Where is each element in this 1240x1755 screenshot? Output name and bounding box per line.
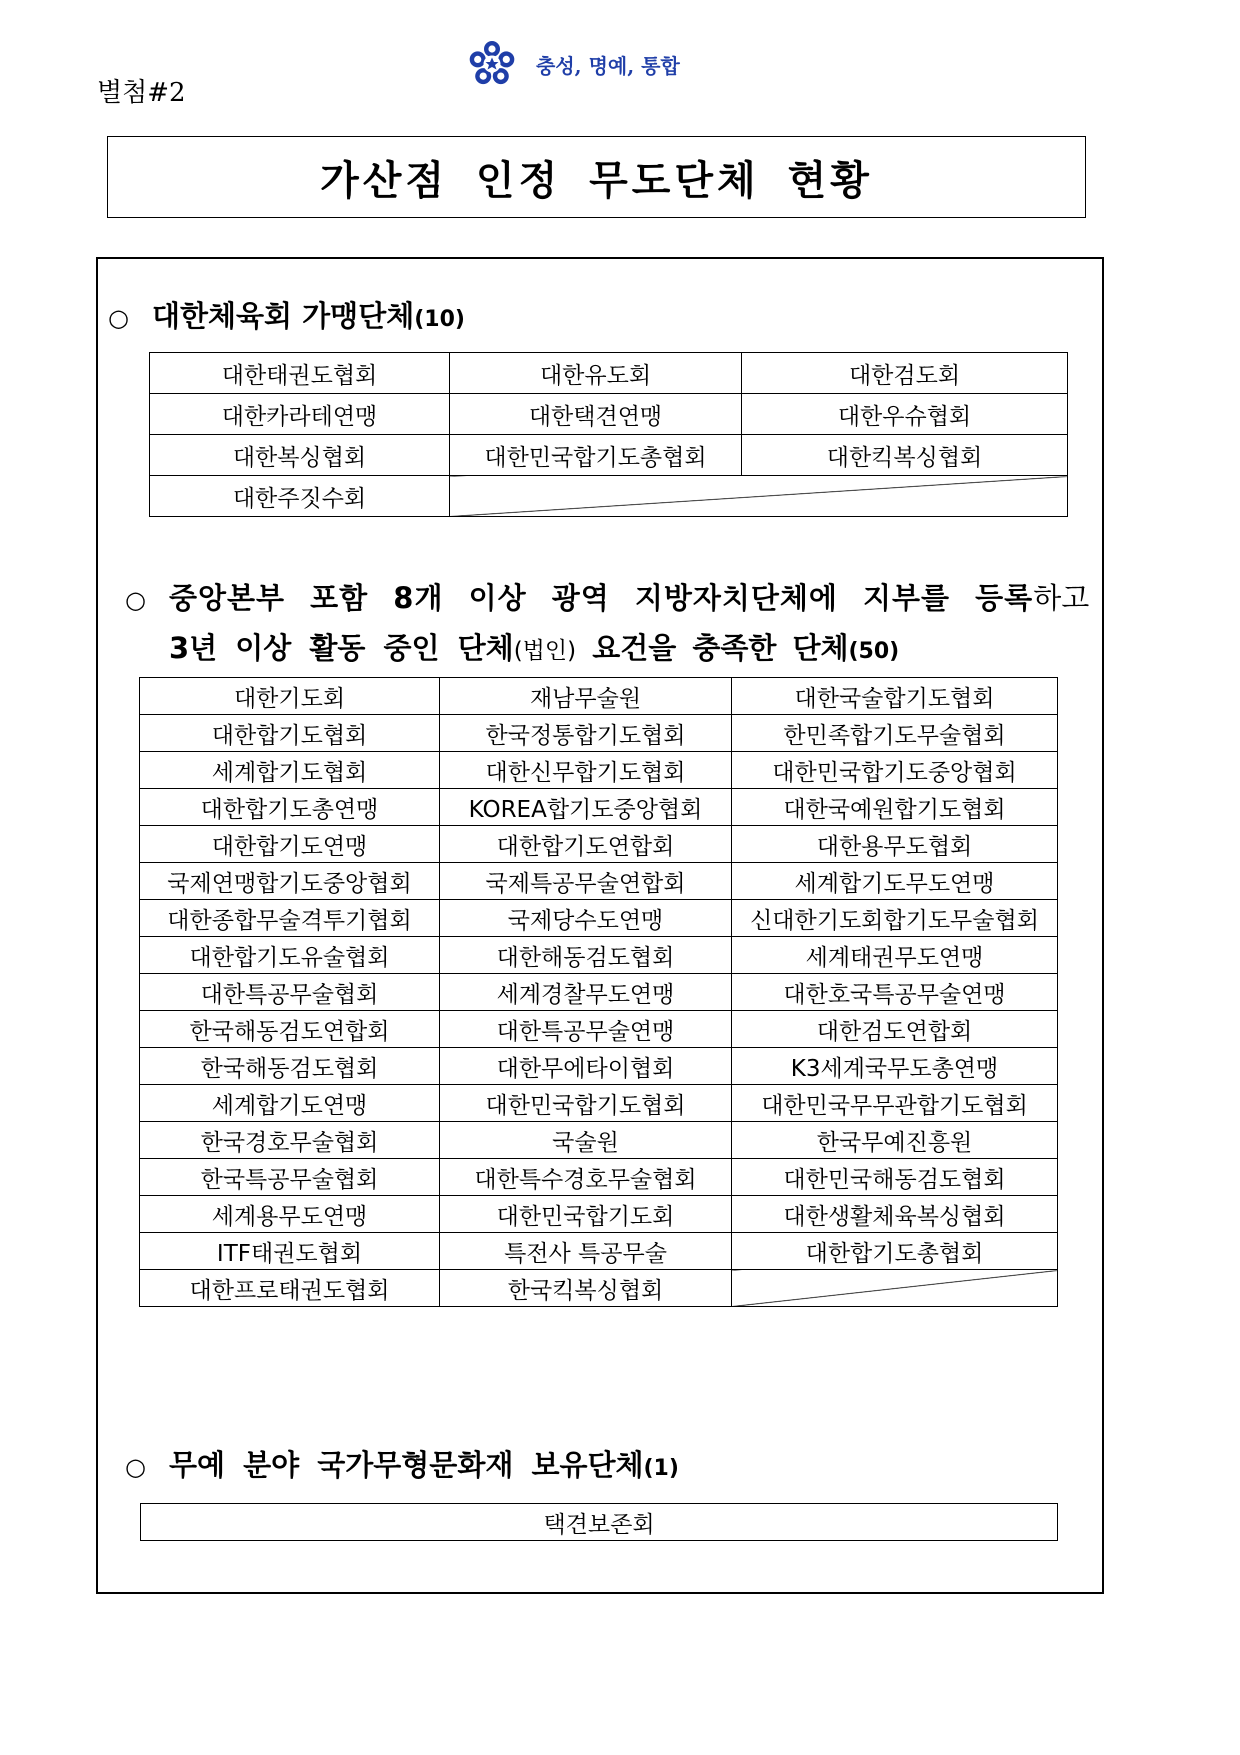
organization-cell: 세계합기도협회	[140, 752, 440, 789]
organization-cell: 대한특공무술연맹	[440, 1011, 732, 1048]
table-row	[140, 1270, 1058, 1307]
section-heading-line2-b: 요건을 충족한 단체	[576, 631, 849, 665]
table-row	[140, 1233, 1058, 1270]
organization-cell: KOREA합기도중앙협회	[440, 789, 732, 826]
table-row	[140, 1122, 1058, 1159]
organization-cell: 한민족합기도무술협회	[732, 715, 1058, 752]
organization-cell: 대한합기도총연맹	[140, 789, 440, 826]
table-row	[140, 863, 1058, 900]
organization-cell: 대한신무합기도협회	[440, 752, 732, 789]
table-row	[140, 1085, 1058, 1122]
organization-cell: 대한합기도연합회	[440, 826, 732, 863]
organization-cell: 세계경찰무도연맹	[440, 974, 732, 1011]
organization-cell: 대한카라테연맹	[150, 394, 450, 435]
organization-cell: 대한택견연맹	[450, 394, 742, 435]
table-row	[140, 1048, 1058, 1085]
organization-cell: 대한태권도협회	[150, 353, 450, 394]
section-heading-2-line2	[169, 626, 899, 667]
table-row	[140, 937, 1058, 974]
organization-cell: 대한국술합기도협회	[732, 678, 1058, 715]
organization-cell: 한국킥복싱협회	[440, 1270, 732, 1307]
table-row	[140, 1159, 1058, 1196]
organization-cell: ITF태권도협회	[140, 1233, 440, 1270]
organization-cell: 한국특공무술협회	[140, 1159, 440, 1196]
organization-cell: 재남무술원	[440, 678, 732, 715]
organization-cell: 대한복싱협회	[150, 435, 450, 476]
organization-cell: 대한합기도총협회	[732, 1233, 1058, 1270]
section-heading-line2-paren: (법인)	[513, 638, 577, 664]
organization-cell: 대한호국특공무술연맹	[732, 974, 1058, 1011]
organization-cell: 대한합기도협회	[140, 715, 440, 752]
table-row	[150, 435, 1068, 476]
table-row	[140, 789, 1058, 826]
organization-cell: 세계합기도연맹	[140, 1085, 440, 1122]
organization-cell: 국술원	[440, 1122, 732, 1159]
organization-cell: 대한국예원합기도협회	[732, 789, 1058, 826]
table-row	[141, 1504, 1058, 1541]
section-count: (50)	[848, 639, 900, 664]
organization-cell: 대한민국합기도협회	[440, 1085, 732, 1122]
section-heading-line2-a: 3년 이상 활동 중인 단체	[169, 631, 514, 665]
empty-cell	[732, 1270, 1058, 1307]
organization-cell: 대한종합무술격투기협회	[140, 900, 440, 937]
section-heading-text: 대한체육회 가맹단체	[152, 299, 415, 333]
organization-cell: 대한우슈협회	[742, 394, 1068, 435]
section-count: (1)	[643, 1456, 679, 1481]
organization-cell: 대한무에타이협회	[440, 1048, 732, 1085]
section-count: (10)	[414, 307, 465, 332]
organization-cell: 한국해동검도연합회	[140, 1011, 440, 1048]
empty-cell	[450, 476, 1068, 517]
attachment-label: 별첨#2	[97, 78, 186, 108]
organization-cell: 대한킥복싱협회	[742, 435, 1068, 476]
organization-cell: 한국경호무술협회	[140, 1122, 440, 1159]
table-row	[140, 715, 1058, 752]
section-heading-1	[108, 294, 465, 335]
organization-cell: 세계합기도무도연맹	[732, 863, 1058, 900]
organization-cell: 대한민국합기도회	[440, 1196, 732, 1233]
section-heading-line1: 중앙본부 포함 8개 이상 광역 지방자치단체에 지부를 등록	[169, 581, 1034, 615]
table-row	[140, 1196, 1058, 1233]
organization-cell: 국제연맹합기도중앙협회	[140, 863, 440, 900]
organization-cell: 대한검도회	[742, 353, 1068, 394]
organization-cell: 대한유도회	[450, 353, 742, 394]
section-heading-2	[125, 576, 1089, 617]
organization-cell: 세계용무도연맹	[140, 1196, 440, 1233]
organization-cell: 대한해동검도협회	[440, 937, 732, 974]
organization-cell: 대한합기도유술협회	[140, 937, 440, 974]
organization-cell: 대한주짓수회	[150, 476, 450, 517]
organization-cell: 대한민국무무관합기도협회	[732, 1085, 1058, 1122]
organization-cell: 대한민국해동검도협회	[732, 1159, 1058, 1196]
section-heading-3	[125, 1443, 679, 1484]
table-row	[140, 752, 1058, 789]
organization-cell: 국제특공무술연합회	[440, 863, 732, 900]
table-row	[150, 394, 1068, 435]
organization-cell: 대한특공무술협회	[140, 974, 440, 1011]
organization-cell: 신대한기도회합기도무술협회	[732, 900, 1058, 937]
organization-cell: 대한민국합기도중앙협회	[732, 752, 1058, 789]
table-row	[140, 826, 1058, 863]
organization-cell: 대한검도연합회	[732, 1011, 1058, 1048]
organization-cell: 택견보존회	[141, 1504, 1058, 1541]
bullet-icon: ○	[125, 586, 146, 614]
emblem-flower-icon	[468, 40, 516, 88]
organization-cell: 대한민국합기도총협회	[450, 435, 742, 476]
member-table-kspo	[149, 352, 1068, 517]
motto-text: 충성, 명예, 통합	[536, 53, 680, 78]
organization-cell: 대한특수경호무술협회	[440, 1159, 732, 1196]
organization-cell: 한국정통합기도협회	[440, 715, 732, 752]
bullet-icon: ○	[108, 304, 129, 332]
member-table-regional	[139, 677, 1058, 1307]
organization-cell: 대한기도회	[140, 678, 440, 715]
organization-cell: 대한프로태권도협회	[140, 1270, 440, 1307]
organization-cell: 한국무예진흥원	[732, 1122, 1058, 1159]
organization-cell: K3세계국무도총연맹	[732, 1048, 1058, 1085]
organization-cell: 국제당수도연맹	[440, 900, 732, 937]
table-row	[150, 353, 1068, 394]
organization-cell: 대한생활체육복싱협회	[732, 1196, 1058, 1233]
organization-cell: 대한합기도연맹	[140, 826, 440, 863]
table-row	[140, 1011, 1058, 1048]
member-table-heritage	[140, 1503, 1058, 1541]
organization-cell: 특전사 특공무술	[440, 1233, 732, 1270]
section-heading-line1-tail: 하고	[1033, 581, 1090, 615]
organization-cell: 한국해동검도협회	[140, 1048, 440, 1085]
organization-cell: 세계태권무도연맹	[732, 937, 1058, 974]
table-row	[150, 476, 1068, 517]
table-row	[140, 678, 1058, 715]
section-heading-text: 무예 분야 국가무형문화재 보유단체	[169, 1448, 644, 1482]
document-title: 가산점 인정 무도단체 현황	[320, 157, 873, 204]
table-row	[140, 900, 1058, 937]
bullet-icon: ○	[125, 1453, 146, 1481]
header-mark	[468, 40, 680, 88]
table-row	[140, 974, 1058, 1011]
organization-cell: 대한용무도협회	[732, 826, 1058, 863]
title-box	[107, 136, 1086, 218]
